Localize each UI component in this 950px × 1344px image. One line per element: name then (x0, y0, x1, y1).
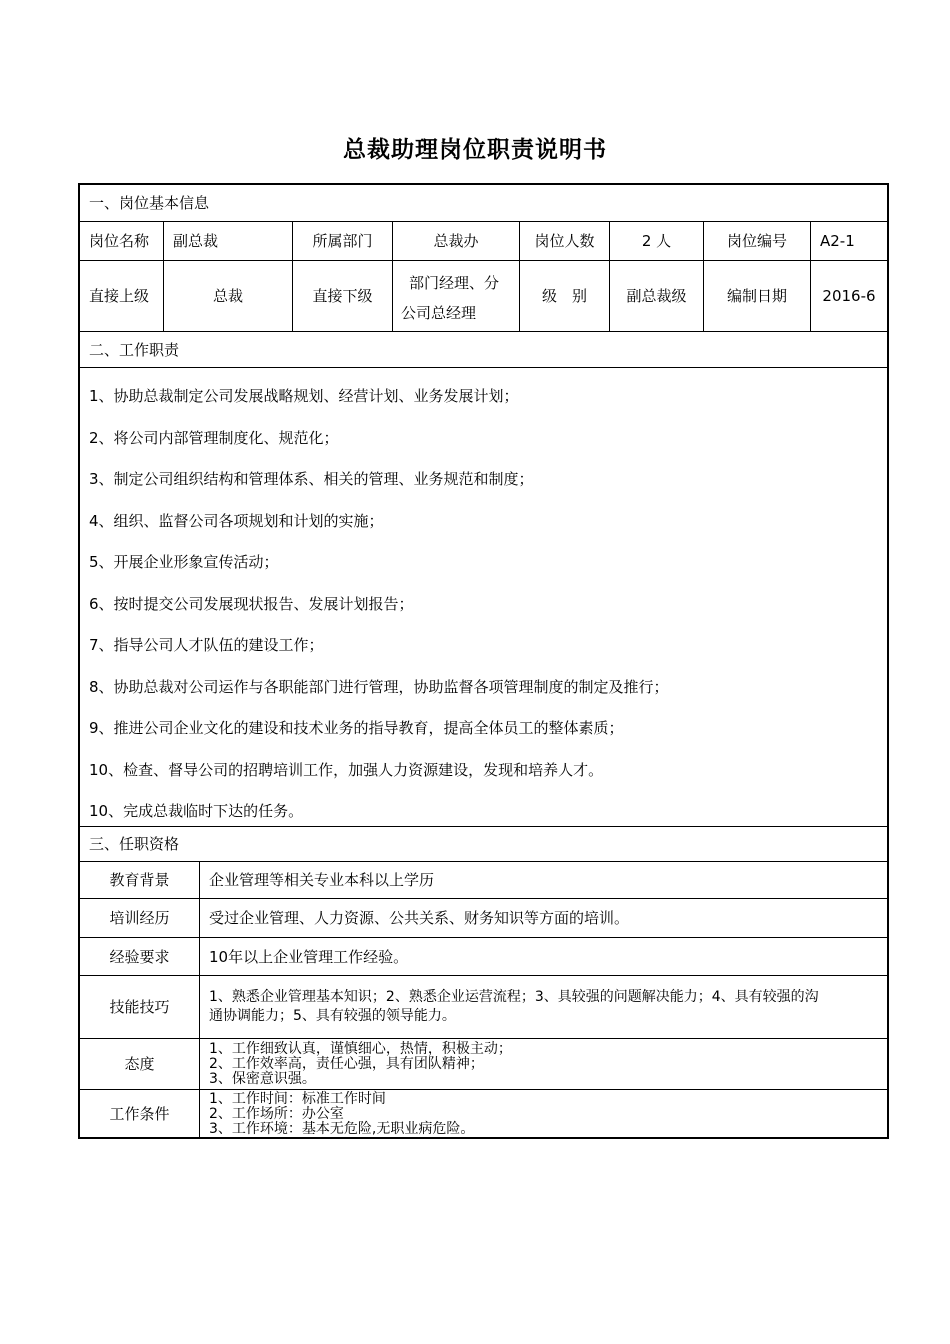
value-skills (200, 976, 887, 1038)
label-date: 编制日期 (726, 287, 787, 305)
value-position-code: A2-1 (820, 232, 855, 250)
label-education: 教育背景 (109, 871, 170, 889)
attitude-line-1: 1、工作细致认真，谨慎细心，热情，积极主动； (209, 1040, 512, 1057)
label-skills: 技能技巧 (109, 998, 170, 1016)
conditions-line-1: 1、工作时间：标准工作时间 (209, 1090, 386, 1107)
label-position-name: 岗位名称 (89, 232, 150, 250)
label-working-conditions: 工作条件 (109, 1105, 170, 1123)
value-department: 总裁办 (433, 232, 479, 250)
attitude-line-3: 3、保密意识强。 (209, 1070, 316, 1087)
value-direct-superior: 总裁 (212, 287, 243, 305)
value-attitude (200, 1039, 887, 1089)
duty-item-4: 4、组织、监督公司各项规划和计划的实施； (89, 512, 384, 530)
page-title: 总裁助理岗位职责说明书 (343, 137, 607, 163)
value-headcount: 2 人 (641, 232, 672, 250)
conditions-line-2: 2、工作场所：办公室 (209, 1105, 344, 1122)
value-position-name: 副总裁 (173, 232, 219, 250)
duty-item-3: 3、制定公司组织结构和管理体系、相关的管理、业务规范和制度； (89, 470, 534, 488)
section-heading-qualifications: 三、任职资格 (89, 835, 180, 853)
duty-item-8: 8、协助总裁对公司运作与各职能部门进行管理，协助监督各项管理制度的制定及推行； (89, 678, 669, 696)
label-department: 所属部门 (312, 232, 373, 250)
subordinate-line-2: 公司总经理 (401, 304, 477, 322)
value-education: 企业管理等相关专业本科以上学历 (209, 871, 435, 889)
duty-item-6: 6、按时提交公司发展现状报告、发展计划报告； (89, 595, 414, 613)
label-headcount: 岗位人数 (534, 232, 595, 250)
duty-item-7: 7、指导公司人才队伍的建设工作； (89, 636, 324, 654)
conditions-line-3: 3、工作环境：基本无危险,无职业病危险。 (209, 1120, 475, 1137)
subordinate-line-1: 部门经理、分 (409, 274, 500, 292)
value-direct-subordinate (393, 261, 519, 331)
label-direct-superior: 直接上级 (89, 287, 150, 305)
job-description-table (78, 183, 889, 1139)
skills-line-1: 1、熟悉企业管理基本知识；2、熟悉企业运营流程；3、具较强的问题解决能力；4、具有较强的沟 (209, 989, 819, 1005)
skills-line-2: 通协调能力；5、具有较强的领导能力。 (209, 1008, 456, 1024)
duty-item-2: 2、将公司内部管理制度化、规范化； (89, 429, 339, 447)
label-position-code: 岗位编号 (726, 232, 787, 250)
label-experience: 经验要求 (109, 947, 170, 966)
label-training: 培训经历 (109, 909, 170, 927)
value-date: 2016-6 (822, 287, 876, 305)
value-working-conditions (200, 1090, 887, 1138)
value-training: 受过企业管理、人力资源、公共关系、财务知识等方面的培训。 (209, 909, 630, 927)
label-attitude: 态度 (124, 1055, 155, 1073)
duty-item-11: 10、完成总裁临时下达的任务。 (89, 802, 304, 820)
attitude-line-2: 2、工作效率高，责任心强，具有团队精神； (209, 1055, 484, 1072)
section-heading-duties: 二、工作职责 (89, 340, 180, 359)
duty-item-5: 5、开展企业形象宣传活动； (89, 553, 279, 571)
value-experience: 10年以上企业管理工作经验。 (209, 947, 409, 966)
duty-item-9: 9、推进公司企业文化的建设和技术业务的指导教育，提高全体员工的整体素质； (89, 719, 624, 737)
section-heading-basic-info: 一、岗位基本信息 (89, 194, 210, 212)
label-level: 级 别 (541, 287, 587, 305)
label-direct-subordinate: 直接下级 (312, 287, 373, 305)
duty-item-10: 10、检查、督导公司的招聘培训工作，加强人力资源建设，发现和培养人才。 (89, 761, 604, 779)
value-level: 副总裁级 (626, 287, 687, 305)
duty-item-1: 1、协助总裁制定公司发展战略规划、经营计划、业务发展计划； (89, 387, 519, 405)
